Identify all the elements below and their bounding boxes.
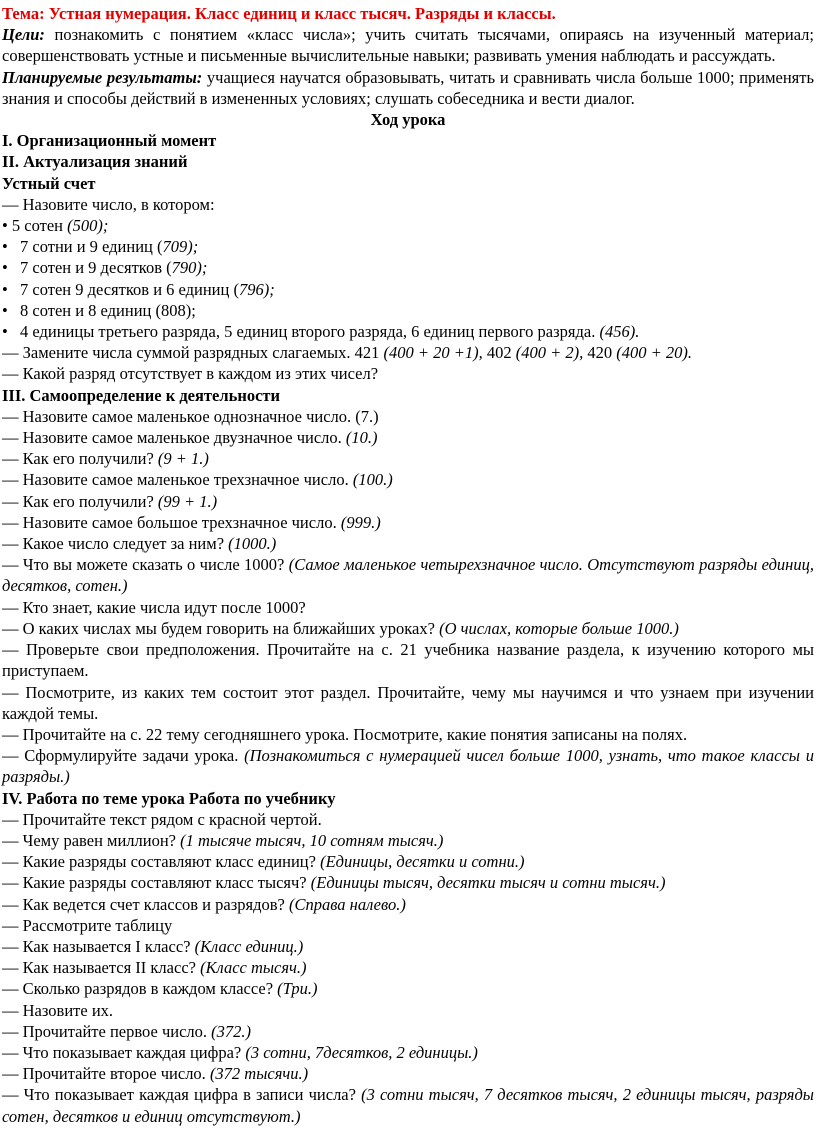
question-line: — Что показывает каждая цифра в записи числа? (3 сотни тысяч, 7 десятков тысяч, 2 единицы тысяч, разряды сотен, десятков и единиц отсутствуют.) [2, 1085, 814, 1126]
lesson-topic: Тема: Устная нумерация. Класс единиц и класс тысяч. Разряды и классы. [2, 4, 556, 23]
question-line: — Назовите самое маленькое двузначное число. (10.) [2, 428, 378, 448]
goals-label: Цели: [2, 25, 45, 45]
list-item: • 8 сотен и 8 единиц (808); [2, 300, 196, 320]
question-line: — Прочитайте второе число. (372 тысячи.) [2, 1064, 309, 1084]
question-line: — Проверьте свои предположения. Прочитайте на с. 21 учебника название раздела, к изучению которого мы приступаем. [2, 640, 814, 681]
bullet-icon: • [2, 216, 8, 236]
question-line: — Что показывает каждая цифра? (3 сотни, 7десятков, 2 единицы.) [2, 1042, 478, 1062]
section-heading-4: IV. Работа по теме урока Работа по учебнику [2, 788, 336, 808]
question-line: — Как называется I класс? (Класс единиц.) [2, 936, 304, 956]
question-line: — Назовите их. [2, 1000, 114, 1020]
question-line: — Кто знает, какие числа идут после 1000? [2, 597, 306, 617]
bullet-icon: • [2, 258, 8, 278]
question-line: — Какие разряды составляют класс единиц? (Единицы, десятки и сотни.) [2, 852, 525, 872]
question-line: — Назовите самое большое трехзначное число. (999.) [2, 512, 381, 532]
bullet-icon: • [2, 322, 8, 342]
goals-text: познакомить с понятием «класс числа»; учить считать тысячами, опираясь на изученный материал; совершенствовать устные и письменные вычислительные навыки; развивать умения наблюдать и рассуждать. [2, 25, 814, 66]
question-line: — Как ведется счет классов и разрядов? (Справа налево.) [2, 894, 406, 914]
list-item: • 5 сотен (500); [2, 216, 109, 236]
question-line: — Сформулируйте задачи урока. (Познакомиться с нумерацией чисел больше 1000, узнать, что такое классы и разряды.) [2, 746, 814, 787]
question-line: — Как называется II класс? (Класс тысяч.) [2, 958, 307, 978]
question-line: — Как его получили? (99 + 1.) [2, 491, 218, 511]
missing-digit-question: — Какой разряд отсутствует в каждом из этих чисел? [2, 364, 379, 384]
section-heading-2: II. Актуализация знаний [2, 152, 188, 172]
question-line: — Как его получили? (9 + 1.) [2, 449, 209, 469]
question-line: — Прочитайте первое число. (372.) [2, 1021, 252, 1041]
section-heading-1: I. Организационный момент [2, 131, 217, 151]
subsection-oral-count: Устный счет [2, 173, 96, 193]
replace-question: — Замените числа суммой разрядных слагаемых. 421 (400 + 20 +1), 402 (400 + 2), 420 (400 + 20). [2, 343, 692, 363]
course-title: Ход урока [370, 110, 446, 130]
question-line: — Чему равен миллион? (1 тысяче тысяч, 10 сотням тысяч.) [2, 830, 444, 850]
lesson-goals [2, 24, 814, 66]
list-item: • 4 единицы третьего разряда, 5 единиц второго разряда, 6 единиц первого разряда. (456). [2, 322, 640, 342]
bullet-icon: • [2, 300, 8, 320]
question-line: — О каких числах мы будем говорить на ближайших уроках? (О числах, которые больше 1000.) [2, 618, 679, 638]
question-line: — Какое число следует за ним? (1000.) [2, 534, 277, 554]
question-line: — Прочитайте текст рядом с красной чертой. [2, 809, 322, 829]
question-line: — Назовите самое маленькое однозначное число. (7.) [2, 406, 379, 426]
list-item: • 7 сотен 9 десятков и 6 единиц (796); [2, 279, 275, 299]
section-heading-3: III. Самоопределение к деятельности [2, 385, 281, 405]
results-text: учащиеся научатся образовывать, читать и сравнивать числа больше 1000; применять знания и способы действий в измененных условиях; слушать собеседника и вести диалог. [2, 67, 814, 108]
bullet-icon: • [2, 279, 8, 299]
planned-results [2, 67, 814, 109]
list-item: • 7 сотни и 9 единиц (709); [2, 237, 199, 257]
bullet-icon: • [2, 237, 8, 257]
list-item: • 7 сотен и 9 десятков (790); [2, 258, 208, 278]
oral-intro: — Назовите число, в котором: [2, 194, 215, 214]
question-line: — Прочитайте на с. 22 тему сегодняшнего урока. Посмотрите, какие понятия записаны на полях. [2, 724, 688, 744]
question-line: — Что вы можете сказать о числе 1000? (Самое маленькое четырехзначное число. Отсутствуют разряды единиц, десятков, сотен.) [2, 555, 814, 596]
question-line: — Назовите самое маленькое трехзначное число. (100.) [2, 470, 393, 490]
question-line: — Сколько разрядов в каждом классе? (Три.) [2, 979, 318, 999]
question-line: — Рассмотрите таблицу [2, 915, 173, 935]
results-label: Планируемые результаты: [2, 67, 203, 87]
question-line: — Какие разряды составляют класс тысяч? (Единицы тысяч, десятки тысяч и сотни тысяч.) [2, 873, 666, 893]
question-line: — Посмотрите, из каких тем состоит этот раздел. Прочитайте, чему мы научимся и что узнаем при изучении каждой темы. [2, 682, 814, 723]
